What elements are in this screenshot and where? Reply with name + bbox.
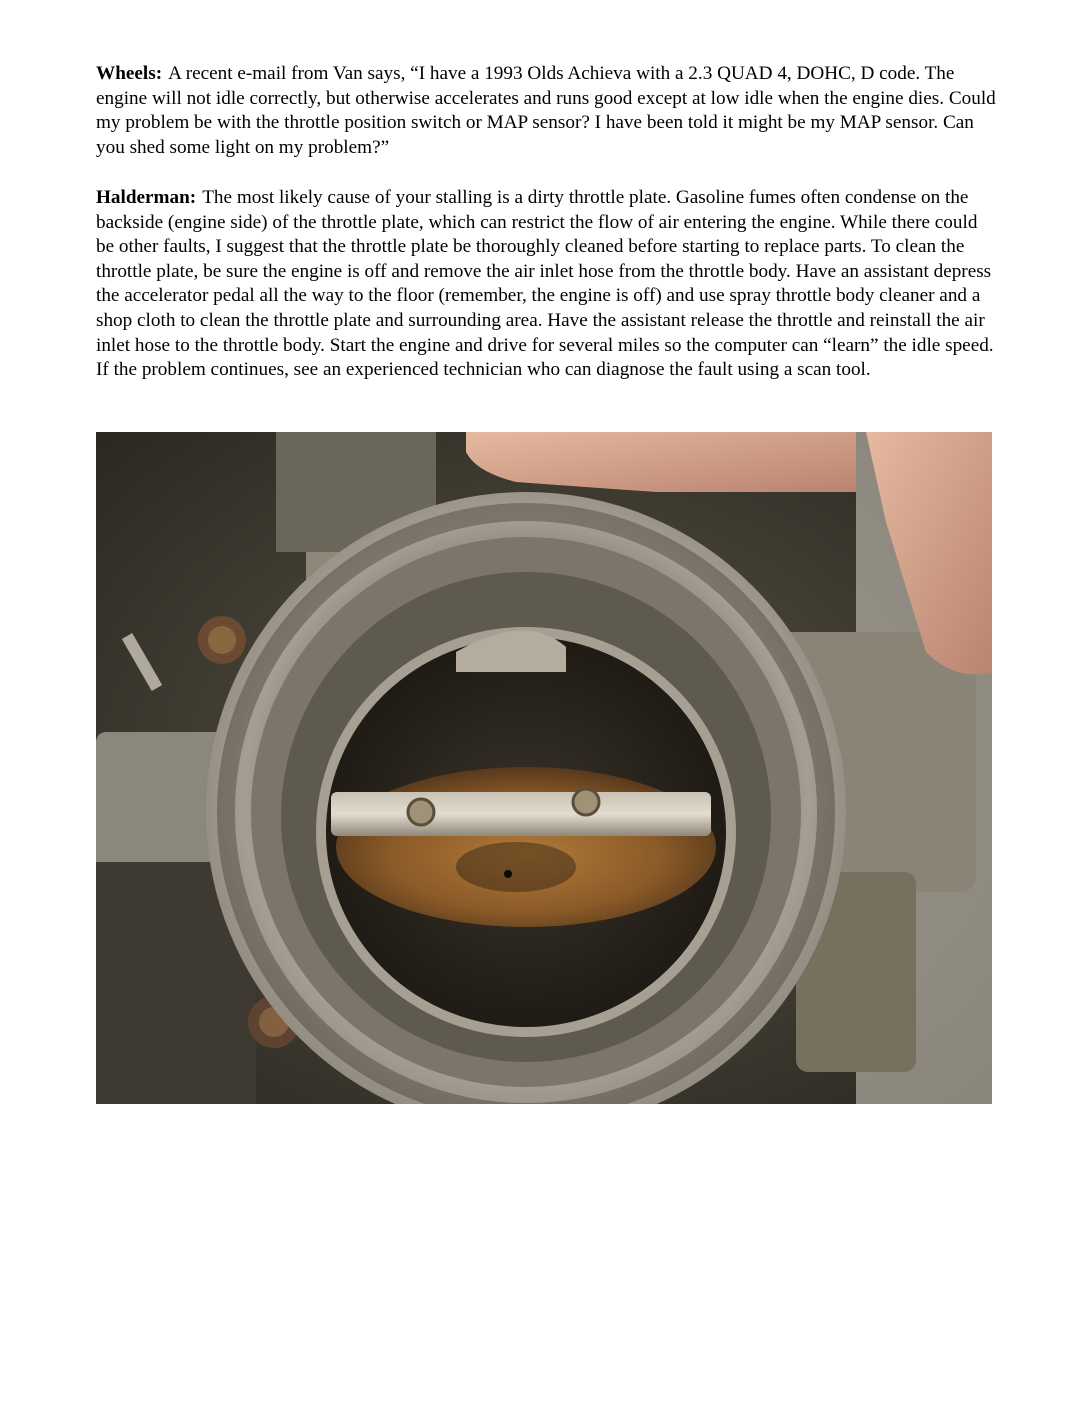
answer-speaker: Halderman: [96, 187, 197, 208]
answer-text: The most likely cause of your stalling is a dirty throttle plate. Gasoline fumes often condense on the backside (engine side) of the throttle plate, which can restrict the flow of air entering the engine. While there could be other faults, I suggest that the throttle plate be thoroughly cleaned before starting to replace parts. To clean the throttle plate, be sure the engine is off and remove the air inlet hose from the throttle body. Have an assistant depress the accelerator pedal all the way to the floor (remember, the engine is off) and use spray throttle body cleaner and a shop cloth to clean the throttle plate and surrounding area. Have the assistant release the throttle and reinstall the air inlet hose to the throttle body. Start the engine and drive for several miles so the computer can “learn” the idle speed. If the problem continues, see an experienced technician who can diagnose the fault using a scan tool. [96, 187, 994, 381]
question-speaker: Wheels: [96, 63, 163, 84]
question-text: A recent e-mail from Van says, “I have a 1993 Olds Achieva with a 2.3 QUAD 4, DOHC, D code. The engine will not idle correctly, but otherwise accelerates and runs good except at low idle when the engine dies. Could my problem be with the throttle position switch or MAP sensor? I have been told it might be my MAP sensor. Can you shed some light on my problem?” [96, 63, 996, 158]
answer-paragraph [96, 186, 996, 383]
throttle-body-photo [96, 432, 992, 1104]
question-paragraph [96, 62, 996, 160]
